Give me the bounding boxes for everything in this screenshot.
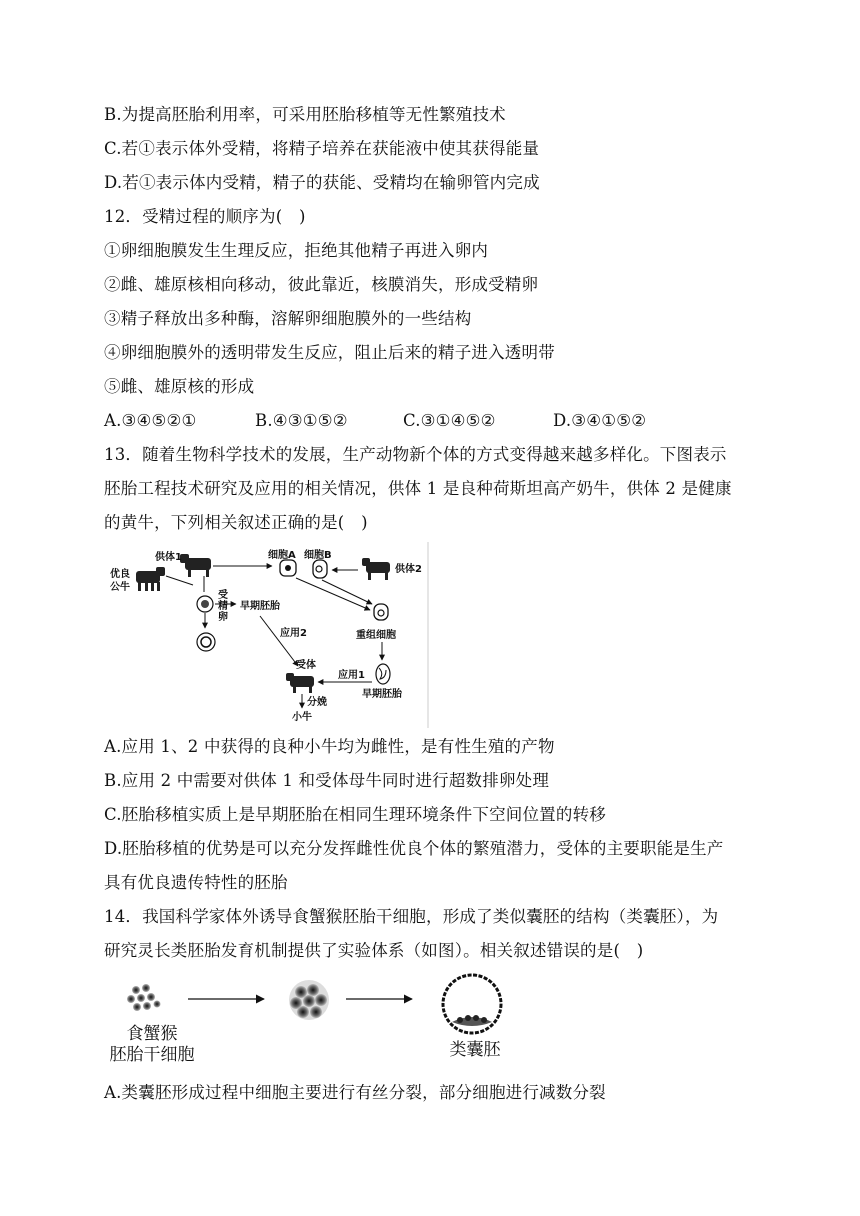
q14-option-a: A.类囊胚形成过程中细胞主要进行有丝分裂，部分细胞进行减数分裂 xyxy=(104,1083,606,1102)
recombinant-label: 重组细胞 xyxy=(356,630,396,641)
recipient-cow-icon xyxy=(286,673,314,693)
donor1-label: 供体1 xyxy=(155,552,182,563)
q12-option-a: A.③④⑤②① xyxy=(104,411,197,430)
early-embryo-2-label: 早期胚胎 xyxy=(362,689,402,700)
recipient-label: 受体 xyxy=(296,660,316,671)
q12-item-1: ①卵细胞膜发生生理反应，拒绝其他精子再进入卵内 xyxy=(104,241,489,260)
q11-option-c: C.若①表示体外受精，将精子培养在获能液中使其获得能量 xyxy=(104,139,540,158)
birth-label: 分娩 xyxy=(307,697,327,708)
q12-item-2: ②雌、雄原核相向移动，彼此靠近，核膜消失，形成受精卵 xyxy=(104,275,539,294)
early-embryo-label: 早期胚胎 xyxy=(240,601,280,612)
zygote-icon xyxy=(197,596,213,612)
donor2-cow-icon xyxy=(362,558,390,580)
q12-item-3: ③精子释放出多种酶，溶解卵细胞膜外的一些结构 xyxy=(104,309,472,328)
zygote-label-3: 卵 xyxy=(218,612,228,623)
q13-stem-line-1: 13．随着生物科学技术的发展，生产动物新个体的方式变得越来越多样化。下图表示 xyxy=(104,445,727,464)
zygote-label-2: 精 xyxy=(218,601,228,612)
q11-option-b: B.为提高胚胎利用率，可采用胚胎移植等无性繁殖技术 xyxy=(104,105,506,124)
q13-stem-line-2: 胚胎工程技术研究及应用的相关情况，供体 1 是良种荷斯坦高产奶牛，供体 2 是健康 xyxy=(104,479,732,498)
q11-option-d: D.若①表示体内受精，精子的获能、受精均在输卵管内完成 xyxy=(104,173,540,192)
embryo-icon xyxy=(197,633,215,651)
cell-a-label: 细胞A xyxy=(268,550,296,561)
stem-cells-caption xyxy=(104,1024,200,1066)
q14-stem-line-2: 研究灵长类胚胎发育机制提供了实验体系（如图）。相关叙述错误的是( ) xyxy=(104,941,644,960)
bull-label-2: 公牛 xyxy=(110,582,130,593)
cell-b-icon xyxy=(313,560,327,578)
q14-stem-line-1: 14．我国科学家体外诱导食蟹猴胚胎干细胞，形成了类似囊胚的结构（类囊胚），为 xyxy=(104,907,719,926)
q12-item-5: ⑤雌、雄原核的形成 xyxy=(104,377,255,396)
app2-label: 应用2 xyxy=(280,628,307,639)
embryo-engineering-diagram xyxy=(100,540,435,730)
q13-option-a: A.应用 1、2 中获得的良种小牛均为雌性，是有性生殖的产物 xyxy=(104,737,555,756)
q13-option-b: B.应用 2 中需要对供体 1 和受体母牛同时进行超数排卵处理 xyxy=(104,771,550,790)
bull-label-1: 优良 xyxy=(110,569,130,580)
stem-cells-caption-2: 胚胎干细胞 xyxy=(109,1045,195,1065)
blastoid-caption: 类囊胚 xyxy=(449,1040,501,1060)
q12-option-d: D.③④①⑤② xyxy=(553,411,647,430)
q13-option-d-line-2: 具有优良遗传特性的胚胎 xyxy=(104,873,288,892)
stem-cells-icon xyxy=(127,984,161,1011)
bull-icon xyxy=(136,567,165,591)
app1-label: 应用1 xyxy=(338,670,365,681)
q12-option-b: B.④③①⑤② xyxy=(255,411,348,430)
calf-label: 小牛 xyxy=(292,712,312,723)
blastoid-icon xyxy=(443,975,501,1033)
q13-stem-line-3: 的黄牛，下列相关叙述正确的是( ) xyxy=(104,513,368,532)
cell-a-icon xyxy=(280,560,296,576)
q12-option-c: C.③①④⑤② xyxy=(403,411,496,430)
donor1-cow-icon xyxy=(180,554,211,577)
zygote-label-1: 受 xyxy=(218,590,228,601)
cell-b-label: 细胞B xyxy=(304,550,332,561)
recombinant-cell-icon xyxy=(374,604,388,620)
early-embryo-2-icon xyxy=(376,664,390,684)
q12-stem: 12．受精过程的顺序为( ) xyxy=(104,207,306,226)
cell-cluster-icon xyxy=(289,980,329,1020)
stem-cells-caption-1: 食蟹猴 xyxy=(126,1024,178,1044)
q13-option-c: C.胚胎移植实质上是早期胚胎在相同生理环境条件下空间位置的转移 xyxy=(104,805,606,824)
q12-item-4: ④卵细胞膜外的透明带发生反应，阻止后来的精子进入透明带 xyxy=(104,343,555,362)
donor2-label: 供体2 xyxy=(395,564,422,575)
q13-option-d-line-1: D.胚胎移植的优势是可以充分发挥雌性优良个体的繁殖潜力，受体的主要职能是生产 xyxy=(104,839,724,858)
